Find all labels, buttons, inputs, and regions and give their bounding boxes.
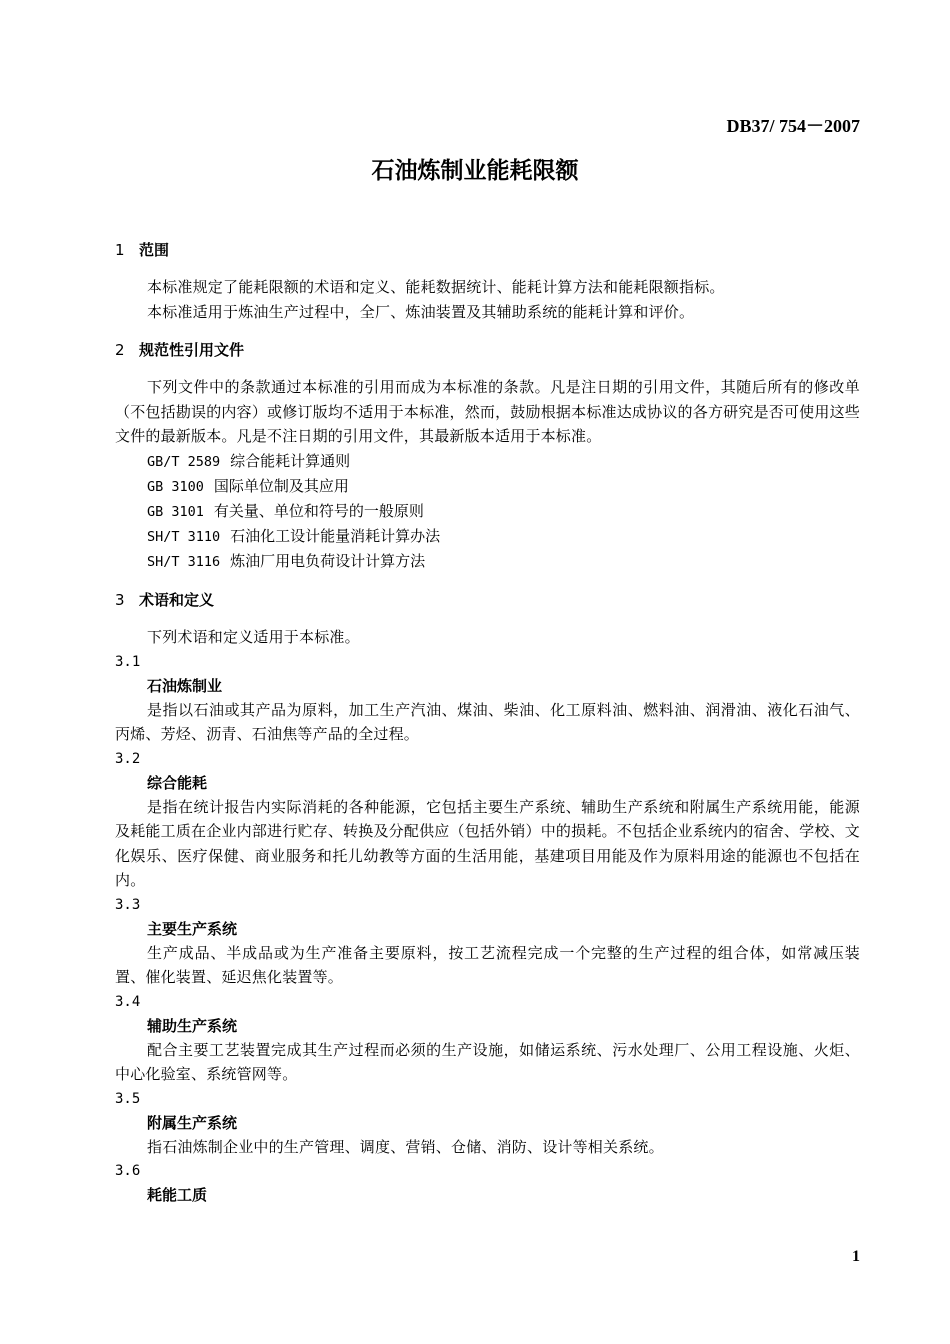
reference-item — [115, 449, 860, 474]
section-2-heading — [115, 338, 860, 362]
term-definition: 生产成品、半成品或为生产准备主要原料，按工艺流程完成一个完整的生产过程的组合体，如常减压装置、催化装置、延迟焦化装置等。 — [115, 943, 860, 986]
term-name: 综合能耗 — [147, 773, 208, 792]
page-title: 石油炼制业能耗限额 — [371, 158, 579, 184]
paragraph: 本标准适用于炼油生产过程中，全厂、炼油装置及其辅助系统的能耗计算和评价。 — [147, 302, 695, 321]
reference-name: 炼油厂用电负荷设计计算方法 — [230, 551, 426, 570]
standard-code: DB37/ 754－2007 — [726, 116, 860, 136]
section-title: 规范性引用文件 — [139, 341, 245, 359]
reference-item — [115, 474, 860, 499]
reference-name: 石油化工设计能量消耗计算办法 — [230, 526, 441, 545]
reference-code: SH/T 3110 — [147, 528, 221, 545]
term-number: 3.1 — [115, 653, 141, 670]
section-number: 1 — [115, 241, 125, 259]
reference-list — [115, 449, 860, 574]
term-number: 3.6 — [115, 1163, 141, 1179]
term-name: 耗能工质 — [147, 1186, 208, 1204]
reference-code: GB 3100 — [147, 478, 204, 495]
section-number: 2 — [115, 341, 125, 359]
term-number: 3.3 — [115, 896, 141, 913]
term-name: 辅助生产系统 — [147, 1016, 238, 1035]
term-list — [115, 650, 860, 1208]
term-definition: 指石油炼制企业中的生产管理、调度、营销、仓储、消防、设计等相关系统。 — [147, 1137, 664, 1156]
section-3-body — [115, 625, 860, 1207]
reference-item — [115, 524, 860, 549]
reference-code: SH/T 3116 — [147, 553, 221, 570]
term-number: 3.2 — [115, 750, 141, 767]
paragraph: 下列文件中的条款通过本标准的引用而成为本标准的条款。凡是注日期的引用文件，其随后所有的修改单（不包括勘误的内容）或修订版均不适用于本标准，然而，鼓励根据本标准达成协议的各方研究是否可使用这些文件的最新版本。凡是不注日期的引用文件，其最新版本适用于本标准。 — [115, 378, 860, 445]
term-name: 主要生产系统 — [147, 919, 238, 938]
page-number: 1 — [852, 1248, 860, 1265]
term-number: 3.5 — [115, 1090, 141, 1107]
section-number: 3 — [115, 591, 125, 609]
section-1-body — [115, 275, 860, 324]
term-definition: 配合主要工艺装置完成其生产过程而必须的生产设施，如储运系统、污水处理厂、公用工程设施、火炬、中心化验室、系统管网等。 — [115, 1040, 860, 1083]
reference-code: GB/T 2589 — [147, 453, 221, 470]
section-title: 术语和定义 — [139, 591, 215, 609]
section-1-heading — [115, 238, 860, 262]
term-name: 石油炼制业 — [147, 676, 223, 695]
reference-item — [115, 499, 860, 524]
section-title: 范围 — [139, 241, 170, 259]
paragraph: 本标准规定了能耗限额的术语和定义、能耗数据统计、能耗计算方法和能耗限额指标。 — [147, 278, 725, 296]
term-name: 附属生产系统 — [147, 1113, 238, 1132]
term-definition: 是指在统计报告内实际消耗的各种能源，它包括主要生产系统、辅助生产系统和附属生产系统用能，能源及耗能工质在企业内部进行贮存、转换及分配供应（包括外销）中的损耗。不包括企业系统内的宿舍、学校、文化娱乐、医疗保健、商业服务和托儿幼教等方面的生活用能，基建项目用能及作为原料用途的能源也不包括在内。 — [115, 797, 860, 889]
reference-code: GB 3101 — [147, 503, 204, 520]
reference-name: 有关量、单位和符号的一般原则 — [213, 501, 424, 520]
term-definition: 是指以石油或其产品为原料，加工生产汽油、煤油、柴油、化工原料油、燃料油、润滑油、液化石油气、丙烯、芳烃、沥青、石油焦等产品的全过程。 — [115, 700, 860, 743]
section-2-body — [115, 375, 860, 574]
reference-name: 综合能耗计算通则 — [230, 451, 351, 470]
reference-item — [115, 549, 860, 574]
term-number: 3.4 — [115, 993, 141, 1010]
section-3-heading — [115, 588, 860, 612]
reference-name: 国际单位制及其应用 — [213, 476, 349, 495]
paragraph: 下列术语和定义适用于本标准。 — [147, 628, 360, 646]
